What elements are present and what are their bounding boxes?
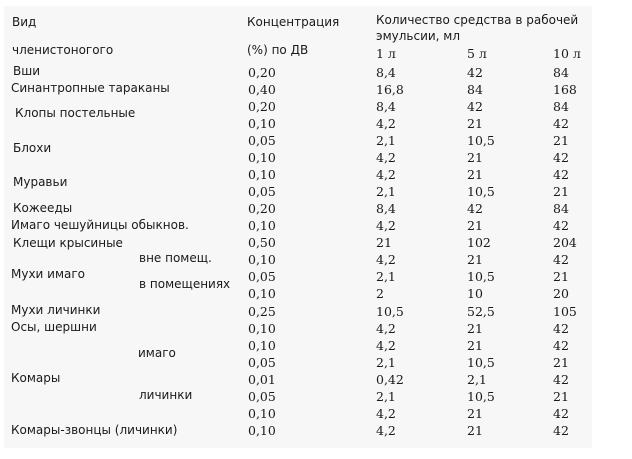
species-label: Муравьи [13,175,68,189]
cell-volume-5l: 10,5 [467,389,495,404]
cell-volume-1l: 16,8 [376,82,404,97]
cell-concentration: 0,20 [248,65,276,80]
cell-volume-5l: 21 [467,167,483,182]
cell-volume-10l: 42 [553,218,569,233]
cell-volume-1l: 4,2 [376,218,396,233]
cell-volume-1l: 4,2 [376,321,396,336]
header-volume-5l: 5 л [467,46,487,61]
cell-volume-1l: 4,2 [376,423,396,438]
cell-volume-10l: 42 [553,116,569,131]
cell-volume-1l: 2,1 [376,184,396,199]
cell-volume-10l: 21 [553,269,569,284]
cell-volume-10l: 168 [553,82,577,97]
cell-volume-10l: 105 [553,304,577,319]
cell-concentration: 0,05 [248,184,276,199]
cell-volume-5l: 21 [467,338,483,353]
cell-volume-5l: 10,5 [467,184,495,199]
cell-concentration: 0,25 [248,304,276,319]
species-sublabel: в помещениях [139,277,231,291]
cell-volume-10l: 21 [553,389,569,404]
header-concentration: Концентрация [247,15,340,29]
cell-volume-10l: 84 [553,99,569,114]
cell-volume-5l: 21 [467,252,483,267]
cell-concentration: 0,10 [248,252,276,267]
cell-volume-10l: 42 [553,423,569,438]
cell-concentration: 0,10 [248,218,276,233]
cell-volume-1l: 2,1 [376,355,396,370]
species-sublabel: вне помещ. [139,251,212,265]
cell-concentration: 0,50 [248,235,276,250]
header-amount-2: эмульсии, мл [376,29,461,43]
cell-volume-1l: 2 [376,286,384,301]
header-volume-10l: 10 л [553,46,581,61]
cell-volume-10l: 42 [553,150,569,165]
cell-volume-5l: 52,5 [467,304,495,319]
species-label: Вши [13,64,41,78]
header-amount: Количество средства в рабочей [376,13,579,27]
cell-concentration: 0,05 [248,269,276,284]
cell-volume-1l: 4,2 [376,406,396,421]
cell-volume-10l: 84 [553,65,569,80]
cell-volume-5l: 42 [467,99,483,114]
cell-volume-10l: 21 [553,355,569,370]
cell-concentration: 0,10 [248,167,276,182]
cell-volume-1l: 2,1 [376,269,396,284]
cell-volume-1l: 8,4 [376,99,396,114]
header-concentration-2: (%) по ДВ [247,43,309,57]
species-label: Комары-звонцы (личинки) [11,423,178,437]
species-sublabel: имаго [138,346,176,360]
cell-volume-10l: 42 [553,338,569,353]
species-label: Клопы постельные [15,106,136,120]
cell-volume-1l: 2,1 [376,389,396,404]
species-label: Имаго чешуйницы обыкнов. [11,218,189,232]
cell-concentration: 0,05 [248,389,276,404]
species-sublabel: личинки [139,388,193,402]
species-label: Мухи имаго [11,267,86,281]
cell-volume-5l: 102 [467,235,491,250]
cell-concentration: 0,01 [248,372,276,387]
cell-volume-5l: 42 [467,201,483,216]
cell-volume-5l: 21 [467,321,483,336]
cell-volume-10l: 204 [553,235,577,250]
cell-volume-5l: 10 [467,286,483,301]
cell-volume-1l: 8,4 [376,65,396,80]
species-label: Синантропные тараканы [11,81,170,95]
species-label: Блохи [13,141,52,155]
cell-volume-10l: 20 [553,286,569,301]
cell-volume-5l: 21 [467,406,483,421]
cell-concentration: 0,10 [248,321,276,336]
cell-volume-5l: 10,5 [467,269,495,284]
header-species: Вид [12,15,37,29]
cell-volume-1l: 10,5 [376,304,404,319]
species-label: Мухи личинки [11,303,101,317]
cell-volume-5l: 21 [467,150,483,165]
cell-volume-10l: 21 [553,133,569,148]
cell-volume-10l: 42 [553,372,569,387]
cell-volume-10l: 42 [553,252,569,267]
cell-volume-1l: 4,2 [376,167,396,182]
cell-concentration: 0,05 [248,133,276,148]
cell-volume-5l: 2,1 [467,372,487,387]
cell-volume-1l: 4,2 [376,252,396,267]
species-label: Клещи крысиные [13,236,123,250]
cell-volume-10l: 21 [553,184,569,199]
species-label: Кожееды [13,201,73,215]
cell-volume-5l: 21 [467,423,483,438]
cell-volume-1l: 21 [376,235,392,250]
header-volume-1l: 1 л [376,46,396,61]
cell-concentration: 0,20 [248,201,276,216]
header-species-2: членистоногого [12,43,114,57]
cell-volume-1l: 0,42 [376,372,404,387]
cell-volume-5l: 10,5 [467,355,495,370]
cell-volume-5l: 21 [467,116,483,131]
cell-concentration: 0,10 [248,286,276,301]
cell-concentration: 0,05 [248,355,276,370]
cell-concentration: 0,10 [248,116,276,131]
cell-volume-1l: 4,2 [376,150,396,165]
cell-volume-1l: 4,2 [376,116,396,131]
cell-volume-10l: 84 [553,201,569,216]
cell-concentration: 0,10 [248,338,276,353]
cell-volume-5l: 21 [467,218,483,233]
cell-volume-1l: 8,4 [376,201,396,216]
cell-volume-10l: 42 [553,321,569,336]
cell-volume-5l: 84 [467,82,483,97]
cell-concentration: 0,10 [248,423,276,438]
cell-volume-5l: 10,5 [467,133,495,148]
cell-volume-1l: 2,1 [376,133,396,148]
cell-concentration: 0,40 [248,82,276,97]
species-label: Осы, шершни [11,320,97,334]
species-label: Комары [11,371,61,385]
cell-volume-10l: 42 [553,406,569,421]
cell-volume-5l: 42 [467,65,483,80]
cell-volume-10l: 42 [553,167,569,182]
cell-concentration: 0,10 [248,150,276,165]
cell-concentration: 0,10 [248,406,276,421]
cell-concentration: 0,20 [248,99,276,114]
cell-volume-1l: 4,2 [376,338,396,353]
